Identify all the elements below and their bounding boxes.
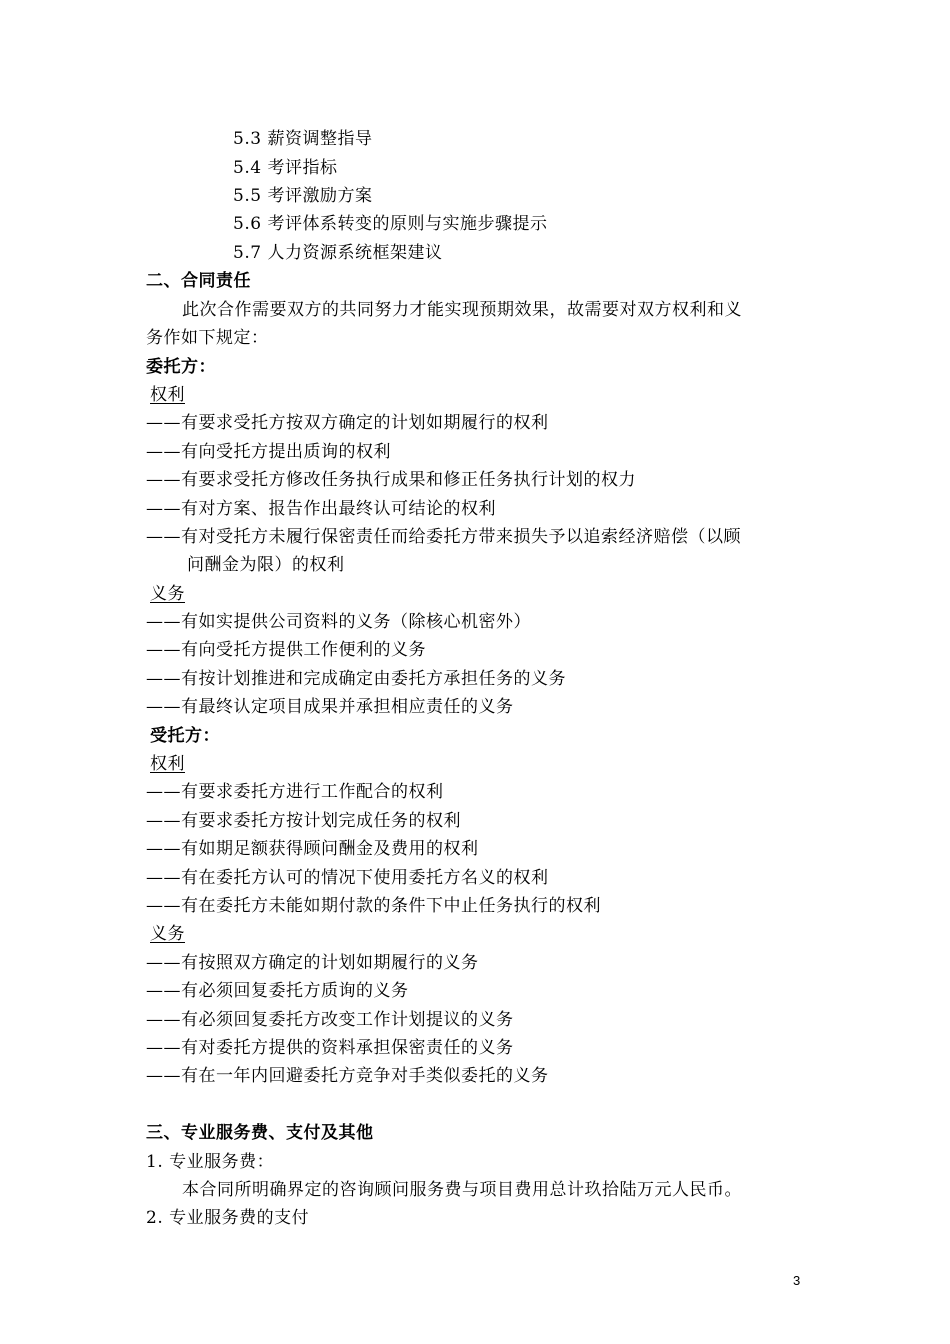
client-right-item: ——有要求受托方按双方确定的计划如期履行的权利: [146, 413, 549, 433]
toc-item-5-4: 5.4 考评指标: [233, 158, 338, 178]
contractor-label: 受托方：: [150, 726, 220, 746]
client-duties-label: 义务: [150, 584, 185, 604]
contractor-right-item: ——有在委托方未能如期付款的条件下中止任务执行的权利: [146, 896, 601, 916]
contractor-rights-label: 权利: [150, 754, 185, 774]
client-duty-item: ——有如实提供公司资料的义务（除核心机密外）: [146, 612, 531, 632]
client-right-item: ——有向受托方提出质询的权利: [146, 442, 391, 462]
section-2-intro-line-1: 此次合作需要双方的共同努力才能实现预期效果，故需要对双方权利和义: [182, 300, 742, 320]
section-3-item-1-text: 本合同所明确界定的咨询顾问服务费与项目费用总计玖拾陆万元人民币。: [182, 1180, 742, 1200]
section-3-heading: 三、专业服务费、支付及其他: [146, 1123, 374, 1143]
section-3-item-2: 2. 专业服务费的支付: [146, 1208, 310, 1228]
contractor-right-item: ——有要求委托方按计划完成任务的权利: [146, 811, 461, 831]
contractor-duty-item: ——有必须回复委托方质询的义务: [146, 981, 409, 1001]
page-number: 3: [793, 1273, 801, 1288]
client-duty-item: ——有按计划推进和完成确定由委托方承担任务的义务: [146, 669, 566, 689]
toc-item-5-5: 5.5 考评激励方案: [233, 186, 373, 206]
client-rights-label: 权利: [150, 385, 185, 405]
toc-item-5-7: 5.7 人力资源系统框架建议: [233, 243, 443, 263]
contractor-duties-label: 义务: [150, 924, 185, 944]
section-2-heading: 二、合同责任: [146, 271, 251, 291]
section-3-item-1: 1. 专业服务费：: [146, 1152, 275, 1172]
client-right-item: ——有要求受托方修改任务执行成果和修正任务执行计划的权力: [146, 470, 636, 490]
client-right-item-continuation: 问酬金为限）的权利: [187, 555, 345, 575]
toc-item-5-3: 5.3 薪资调整指导: [233, 129, 373, 149]
client-duty-item: ——有最终认定项目成果并承担相应责任的义务: [146, 697, 514, 717]
contractor-duty-item: ——有按照双方确定的计划如期履行的义务: [146, 953, 479, 973]
contractor-duty-item: ——有必须回复委托方改变工作计划提议的义务: [146, 1010, 514, 1030]
contractor-duty-item: ——有对委托方提供的资料承担保密责任的义务: [146, 1038, 514, 1058]
client-label: 委托方：: [146, 357, 216, 377]
contractor-right-item: ——有要求委托方进行工作配合的权利: [146, 782, 444, 802]
section-2-intro-line-2: 务作如下规定：: [146, 328, 269, 348]
client-right-item: ——有对方案、报告作出最终认可结论的权利: [146, 499, 496, 519]
toc-item-5-6: 5.6 考评体系转变的原则与实施步骤提示: [233, 214, 548, 234]
contractor-right-item: ——有在委托方认可的情况下使用委托方名义的权利: [146, 868, 549, 888]
contractor-right-item: ——有如期足额获得顾问酬金及费用的权利: [146, 839, 479, 859]
client-duty-item: ——有向受托方提供工作便利的义务: [146, 640, 426, 660]
client-right-item: ——有对受托方未履行保密责任而给委托方带来损失予以追索经济赔偿（以顾: [146, 527, 741, 547]
contractor-duty-item: ——有在一年内回避委托方竞争对手类似委托的义务: [146, 1066, 549, 1086]
